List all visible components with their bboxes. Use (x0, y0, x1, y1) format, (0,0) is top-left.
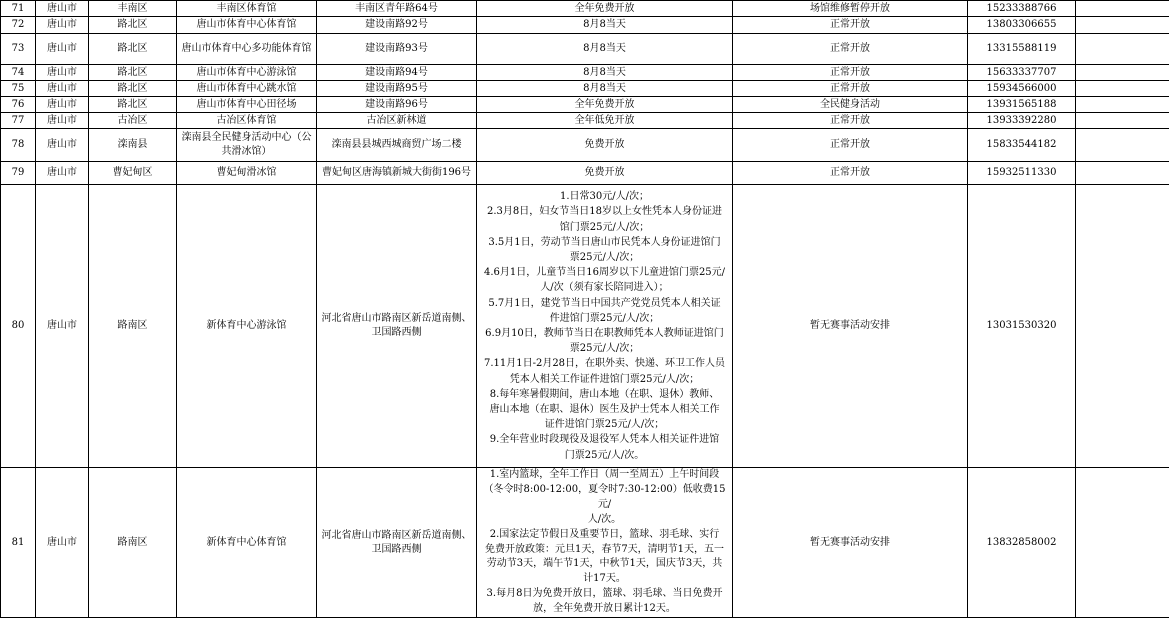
note-cell (1076, 185, 1169, 468)
city-cell: 唐山市 (36, 185, 89, 468)
table-row (1, 1, 1169, 17)
policy-line: 5.7月1日，建党节当日中国共产党党员凭本人相关证 (479, 296, 730, 311)
table-row (1, 81, 1169, 97)
note-cell (1076, 162, 1169, 185)
table-row (1, 17, 1169, 34)
status-cell: 正常开放 (733, 81, 968, 97)
address-cell: 滦南县县城西城商贸广场二楼 (317, 129, 477, 162)
table-row (1, 162, 1169, 185)
table-row (1, 97, 1169, 113)
phone-cell: 13315588119 (968, 34, 1076, 65)
address-cell: 建设南路94号 (317, 65, 477, 81)
table-row (1, 65, 1169, 81)
note-cell (1076, 81, 1169, 97)
city-cell: 唐山市 (36, 17, 89, 34)
venue-cell: 新体育中心体育馆 (177, 468, 317, 618)
policy-line: 9.全年营业时段现役及退役军人凭本人相关证件进馆 (479, 432, 730, 447)
district-cell: 丰南区 (89, 1, 177, 17)
policy-line: 免费开放政策：元旦1天，春节7天，清明节1天，五一 (479, 543, 730, 558)
row-number: 81 (1, 468, 36, 618)
venue-cell: 唐山市体育中心体育馆 (177, 17, 317, 34)
row-number: 78 (1, 129, 36, 162)
status-cell: 正常开放 (733, 129, 968, 162)
city-cell: 唐山市 (36, 129, 89, 162)
district-cell: 路北区 (89, 65, 177, 81)
district-cell: 路北区 (89, 17, 177, 34)
status-cell: 全民健身活动 (733, 97, 968, 113)
policy-line: 放，全年免费开放日累计12天。 (479, 602, 730, 617)
city-cell: 唐山市 (36, 81, 89, 97)
status-cell: 正常开放 (733, 65, 968, 81)
phone-cell: 15233388766 (968, 1, 1076, 17)
policy-line: 3.5月1日，劳动节当日唐山市民凭本人身份证进馆门 (479, 235, 730, 250)
policy-line: 票25元/人/次； (479, 341, 730, 356)
district-cell: 路北区 (89, 81, 177, 97)
district-cell: 路北区 (89, 34, 177, 65)
table-row (1, 113, 1169, 129)
policy-line: 件进馆门票25元/人/次； (479, 311, 730, 326)
phone-cell: 13803306655 (968, 17, 1076, 34)
policy-line: 票25元/人/次； (479, 250, 730, 265)
policy-line: 馆门票25元/人/次； (479, 220, 730, 235)
status-cell: 暂无赛事活动安排 (733, 185, 968, 468)
policy-line: 计17天。 (479, 572, 730, 587)
policy-line: 唐山本地（在职、退休）医生及护士凭本人相关工作 (479, 402, 730, 417)
table-row (1, 129, 1169, 162)
policy-line: 2.3月8日，妇女节当日18岁以上女性凭本人身份证进 (479, 204, 730, 219)
venue-cell: 唐山市体育中心多功能体育馆 (177, 34, 317, 65)
status-cell: 场馆维修暂停开放 (733, 1, 968, 17)
policy-line: 人/次。 (479, 513, 730, 528)
venue-cell: 古冶区体育馆 (177, 113, 317, 129)
row-number: 72 (1, 17, 36, 34)
policy-line: 证件进馆门票25元/人/次； (479, 417, 730, 432)
city-cell: 唐山市 (36, 1, 89, 17)
policy-line: 3.每月8日为免费开放日，篮球、羽毛球、当日免费开 (479, 587, 730, 602)
note-cell (1076, 113, 1169, 129)
address-cell: 丰南区青年路64号 (317, 1, 477, 17)
note-cell (1076, 468, 1169, 618)
table-row (1, 185, 1169, 468)
address-cell: 建设南路95号 (317, 81, 477, 97)
city-cell: 唐山市 (36, 65, 89, 81)
table-row (1, 34, 1169, 65)
note-cell (1076, 65, 1169, 81)
phone-cell: 15833544182 (968, 129, 1076, 162)
status-cell: 正常开放 (733, 162, 968, 185)
policy-cell: 8月8当天 (477, 34, 733, 65)
note-cell (1076, 34, 1169, 65)
policy-line: 门票25元/人/次。 (479, 448, 730, 463)
venue-cell: 新体育中心游泳馆 (177, 185, 317, 468)
venue-cell: 唐山市体育中心游泳馆 (177, 65, 317, 81)
row-number: 80 (1, 185, 36, 468)
city-cell: 唐山市 (36, 34, 89, 65)
status-cell: 正常开放 (733, 34, 968, 65)
policy-line: 凭本人相关工作证件进馆门票25元/人/次； (479, 372, 730, 387)
policy-line: 劳动节3天，端午节1天，中秋节1天，国庆节3天，共 (479, 557, 730, 572)
note-cell (1076, 129, 1169, 162)
city-cell: 唐山市 (36, 113, 89, 129)
policy-line: 8.每年寒暑假期间，唐山本地（在职、退休）教师、 (479, 387, 730, 402)
address-cell: 古冶区新林道 (317, 113, 477, 129)
policy-line: 1.室内篮球，全年工作日（周一至周五）上午时间段 (479, 468, 730, 483)
address-cell: 建设南路96号 (317, 97, 477, 113)
venue-cell: 曹妃甸滑冰馆 (177, 162, 317, 185)
policy-cell (477, 468, 733, 618)
district-cell: 路南区 (89, 185, 177, 468)
district-cell: 古冶区 (89, 113, 177, 129)
venue-cell: 滦南县全民健身活动中心（公共滑冰馆） (177, 129, 317, 162)
address-cell: 曹妃甸区唐海镇新城大街街196号 (317, 162, 477, 185)
row-number: 76 (1, 97, 36, 113)
row-number: 73 (1, 34, 36, 65)
policy-cell: 8月8当天 (477, 65, 733, 81)
venue-cell: 唐山市体育中心跳水馆 (177, 81, 317, 97)
city-cell: 唐山市 (36, 97, 89, 113)
policy-line: 6.9月10日，教师节当日在职教师凭本人教师证进馆门 (479, 326, 730, 341)
district-cell: 曹妃甸区 (89, 162, 177, 185)
phone-cell: 15934566000 (968, 81, 1076, 97)
phone-cell: 13933392280 (968, 113, 1076, 129)
phone-cell: 15633337707 (968, 65, 1076, 81)
policy-cell: 全年免费开放 (477, 1, 733, 17)
venue-cell: 唐山市体育中心田径场 (177, 97, 317, 113)
phone-cell: 13832858002 (968, 468, 1076, 618)
city-cell: 唐山市 (36, 162, 89, 185)
address-cell: 河北省唐山市路南区新岳道南侧、卫国路西侧 (317, 185, 477, 468)
venue-cell: 丰南区体育馆 (177, 1, 317, 17)
row-number: 71 (1, 1, 36, 17)
status-cell: 暂无赛事活动安排 (733, 468, 968, 618)
row-number: 77 (1, 113, 36, 129)
table-row (1, 468, 1169, 618)
policy-cell: 全年免费开放 (477, 97, 733, 113)
policy-cell: 全年低免开放 (477, 113, 733, 129)
district-cell: 路南区 (89, 468, 177, 618)
policy-line: 人/次（须有家长陪同进入）； (479, 280, 730, 295)
policy-line: （冬令时8:00-12:00，夏令时7:30-12:00）低收费15元/ (479, 483, 730, 513)
status-cell: 正常开放 (733, 17, 968, 34)
policy-cell: 8月8当天 (477, 81, 733, 97)
address-cell: 建设南路92号 (317, 17, 477, 34)
note-cell (1076, 17, 1169, 34)
policy-cell: 8月8当天 (477, 17, 733, 34)
policy-cell (477, 185, 733, 468)
note-cell (1076, 97, 1169, 113)
policy-cell: 免费开放 (477, 129, 733, 162)
policy-line: 4.6月1日，儿童节当日16周岁以下儿童进馆门票25元/ (479, 265, 730, 280)
policy-line: 1.日常30元/人/次； (479, 189, 730, 204)
address-cell: 河北省唐山市路南区新岳道南侧、卫国路西侧 (317, 468, 477, 618)
phone-cell: 13031530320 (968, 185, 1076, 468)
row-number: 75 (1, 81, 36, 97)
city-cell: 唐山市 (36, 468, 89, 618)
policy-line: 2.国家法定节假日及重要节日，篮球、羽毛球、实行 (479, 528, 730, 543)
policy-cell: 免费开放 (477, 162, 733, 185)
phone-cell: 13931565188 (968, 97, 1076, 113)
address-cell: 建设南路93号 (317, 34, 477, 65)
policy-line: 7.11月1日-2月28日，在职外卖、快递、环卫工作人员 (479, 356, 730, 371)
row-number: 79 (1, 162, 36, 185)
note-cell (1076, 1, 1169, 17)
row-number: 74 (1, 65, 36, 81)
district-cell: 路北区 (89, 97, 177, 113)
status-cell: 正常开放 (733, 113, 968, 129)
district-cell: 滦南县 (89, 129, 177, 162)
phone-cell: 15932511330 (968, 162, 1076, 185)
